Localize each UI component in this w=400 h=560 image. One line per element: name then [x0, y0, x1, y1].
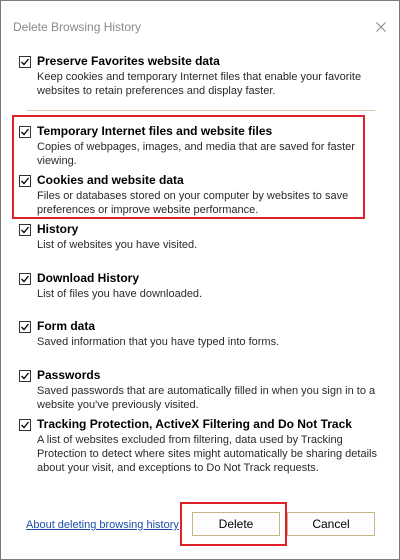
dialog-title: Delete Browsing History	[13, 20, 142, 34]
checkmark-icon	[21, 372, 29, 380]
highlight-box-temp-files-cookies	[12, 115, 365, 219]
checkmark-icon	[21, 58, 29, 66]
option-description: Copies of webpages, images, and media that are saved for faster viewing.	[37, 141, 355, 167]
option-title: Preserve Favorites website data	[37, 54, 220, 68]
option-title: Cookies and website data	[37, 173, 184, 187]
option-description: List of files you have downloaded.	[37, 288, 203, 300]
close-icon	[376, 22, 386, 32]
option-description: List of websites you have visited.	[37, 239, 198, 251]
preserve-favorites-checkbox[interactable]	[19, 56, 31, 68]
option-description: Keep cookies and temporary Internet files that enable your favorite websites to retain preferences and display faster.	[37, 71, 362, 97]
delete-button[interactable]: Delete	[192, 512, 280, 536]
history-checkbox[interactable]	[19, 224, 31, 236]
title-bar	[1, 1, 399, 34]
option-description: A list of websites excluded from filtering, data used by Tracking Protection to detect where sites might automatically be sharing details about your visit, and exceptions to Do Not Track requests.	[37, 434, 377, 474]
checkmark-icon	[21, 323, 29, 331]
tracking-protection-checkbox[interactable]	[19, 419, 31, 431]
option-title: Tracking Protection, ActiveX Filtering and Do Not Track	[37, 417, 352, 431]
cancel-button[interactable]: Cancel	[287, 512, 375, 536]
checkmark-icon	[21, 226, 29, 234]
option-title: Download History	[37, 271, 140, 285]
checkmark-icon	[21, 421, 29, 429]
option-description: Files or databases stored on your computer by websites to save preferences or improve website performance.	[37, 190, 349, 216]
separator	[27, 110, 375, 111]
option-title: Passwords	[37, 368, 101, 382]
form-data-checkbox[interactable]	[19, 321, 31, 333]
option-title: History	[37, 222, 79, 236]
option-description: Saved information that you have typed into forms.	[37, 336, 280, 348]
about-deleting-history-link[interactable]: About deleting browsing history	[26, 519, 179, 531]
option-title: Form data	[37, 319, 96, 333]
checkmark-icon	[21, 275, 29, 283]
option-title: Temporary Internet files and website files	[37, 124, 273, 138]
close-button[interactable]	[371, 17, 391, 37]
passwords-checkbox[interactable]	[19, 370, 31, 382]
download-history-checkbox[interactable]	[19, 273, 31, 285]
option-description: Saved passwords that are automatically filled in when you sign in to a website you've previously visited.	[37, 385, 376, 411]
highlight-box-delete	[180, 502, 287, 546]
